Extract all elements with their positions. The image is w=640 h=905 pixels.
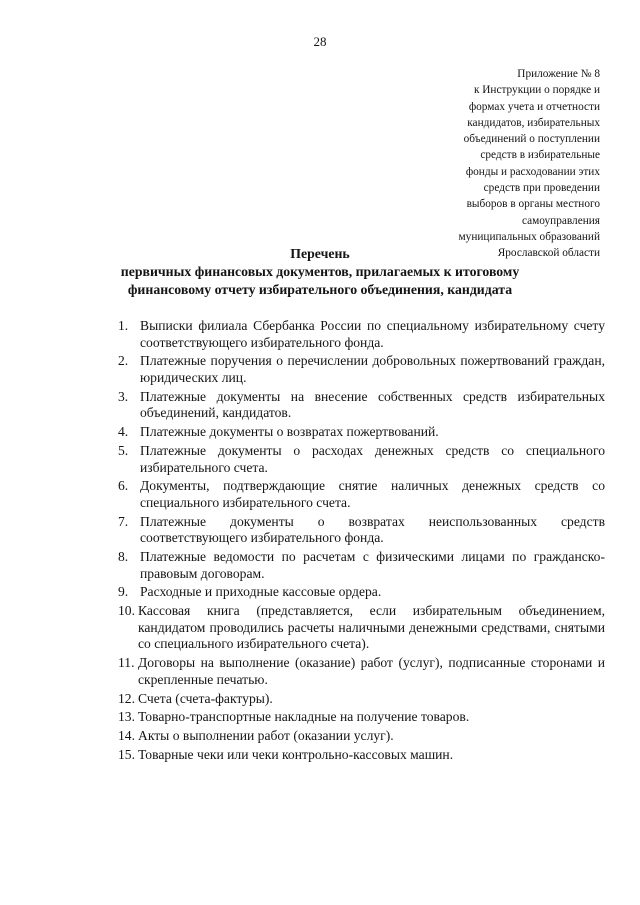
item-number: 11. xyxy=(118,655,135,671)
item-number: 1. xyxy=(118,318,129,333)
item-text: Выписки филиала Сбербанка России по специальному избирательному счету соответствующего избирательного фонда. xyxy=(140,318,605,350)
document-title xyxy=(0,245,640,299)
item-text: Акты о выполнении работ (оказании услуг). xyxy=(138,728,394,744)
list-item xyxy=(118,655,605,688)
appendix-line: выборов в органы местного xyxy=(466,198,600,211)
appendix-line: объединений о поступлении xyxy=(463,133,600,146)
document-list xyxy=(118,318,605,766)
item-number: 3. xyxy=(118,388,129,404)
title-line: Перечень xyxy=(290,246,350,261)
appendix-line: самоуправления xyxy=(521,214,600,227)
list-item xyxy=(118,424,605,441)
item-number: 14. xyxy=(118,728,135,744)
page-number: 28 xyxy=(313,34,327,49)
appendix-note xyxy=(360,66,600,262)
list-item xyxy=(118,709,605,726)
list-item xyxy=(118,584,605,601)
appendix-line: формах учета и отчетности xyxy=(468,100,600,113)
list-item xyxy=(118,514,605,547)
appendix-line: муниципальных образований xyxy=(458,230,600,243)
item-text: Документы, подтверждающие снятие наличных денежных средств со специального избирательного счета. xyxy=(140,478,605,510)
item-number: 4. xyxy=(118,424,129,440)
item-text: Товарные чеки или чеки контрольно-кассовых машин. xyxy=(138,746,454,762)
appendix-line: средств в избирательные xyxy=(480,149,600,162)
list-item xyxy=(118,549,605,582)
item-number: 15. xyxy=(118,746,135,762)
appendix-line: Приложение № 8 xyxy=(517,68,600,80)
list-item xyxy=(118,478,605,511)
list-item xyxy=(118,318,605,351)
list-item xyxy=(118,353,605,386)
item-number: 10. xyxy=(118,603,135,619)
appendix-line: к Инструкции о порядке и xyxy=(473,84,600,97)
title-line: финансовому отчету избирательного объединения, кандидата xyxy=(127,282,513,297)
item-text: Платежные поручения о перечислении добровольных пожертвований граждан, юридических лиц. xyxy=(140,353,605,385)
appendix-line: кандидатов, избирательных xyxy=(467,116,600,129)
list-item xyxy=(118,443,605,476)
item-number: 7. xyxy=(118,513,129,529)
item-number: 9. xyxy=(118,584,129,600)
item-number: 12. xyxy=(118,690,135,706)
list-item xyxy=(118,691,605,708)
item-text: Договоры на выполнение (оказание) работ (услуг), подписанные сторонами и скрепленные печатью. xyxy=(138,655,605,687)
title-line: первичных финансовых документов, прилагаемых к итоговому xyxy=(120,264,520,279)
list-item xyxy=(118,389,605,422)
list-item xyxy=(118,747,605,764)
item-number: 6. xyxy=(118,478,129,494)
item-number: 2. xyxy=(118,353,129,369)
appendix-line: средств при проведении xyxy=(483,182,600,195)
item-text: Платежные документы о возвратах неиспользованных средств соответствующего избирательного фонда. xyxy=(140,513,605,546)
item-text: Платежные ведомости по расчетам с физическими лицами по гражданско-правовым договорам. xyxy=(140,549,605,581)
item-text: Платежные документы о возвратах пожертвований. xyxy=(140,424,439,440)
item-text: Кассовая книга (представляется, если избирательным объединением, кандидатом проводились расчеты наличными денежными средствами, снятыми со специального избирательного счета). xyxy=(138,603,605,652)
item-text: Платежные документы о расходах денежных средств со специального избирательного счета. xyxy=(140,442,605,475)
list-item xyxy=(118,728,605,745)
appendix-line: фонды и расходовании этих xyxy=(465,165,600,178)
item-number: 8. xyxy=(118,549,129,565)
item-number: 13. xyxy=(118,709,135,725)
item-text: Платежные документы на внесение собственных средств избирательных объединений, кандидатов. xyxy=(140,388,605,421)
appendix-line: Ярославской области xyxy=(497,247,600,260)
item-text: Расходные и приходные кассовые ордера. xyxy=(140,584,382,600)
list-item xyxy=(118,603,605,653)
item-text: Товарно-транспортные накладные на получение товаров. xyxy=(138,709,470,725)
item-text: Счета (счета-фактуры). xyxy=(138,690,273,706)
item-number: 5. xyxy=(118,442,129,458)
